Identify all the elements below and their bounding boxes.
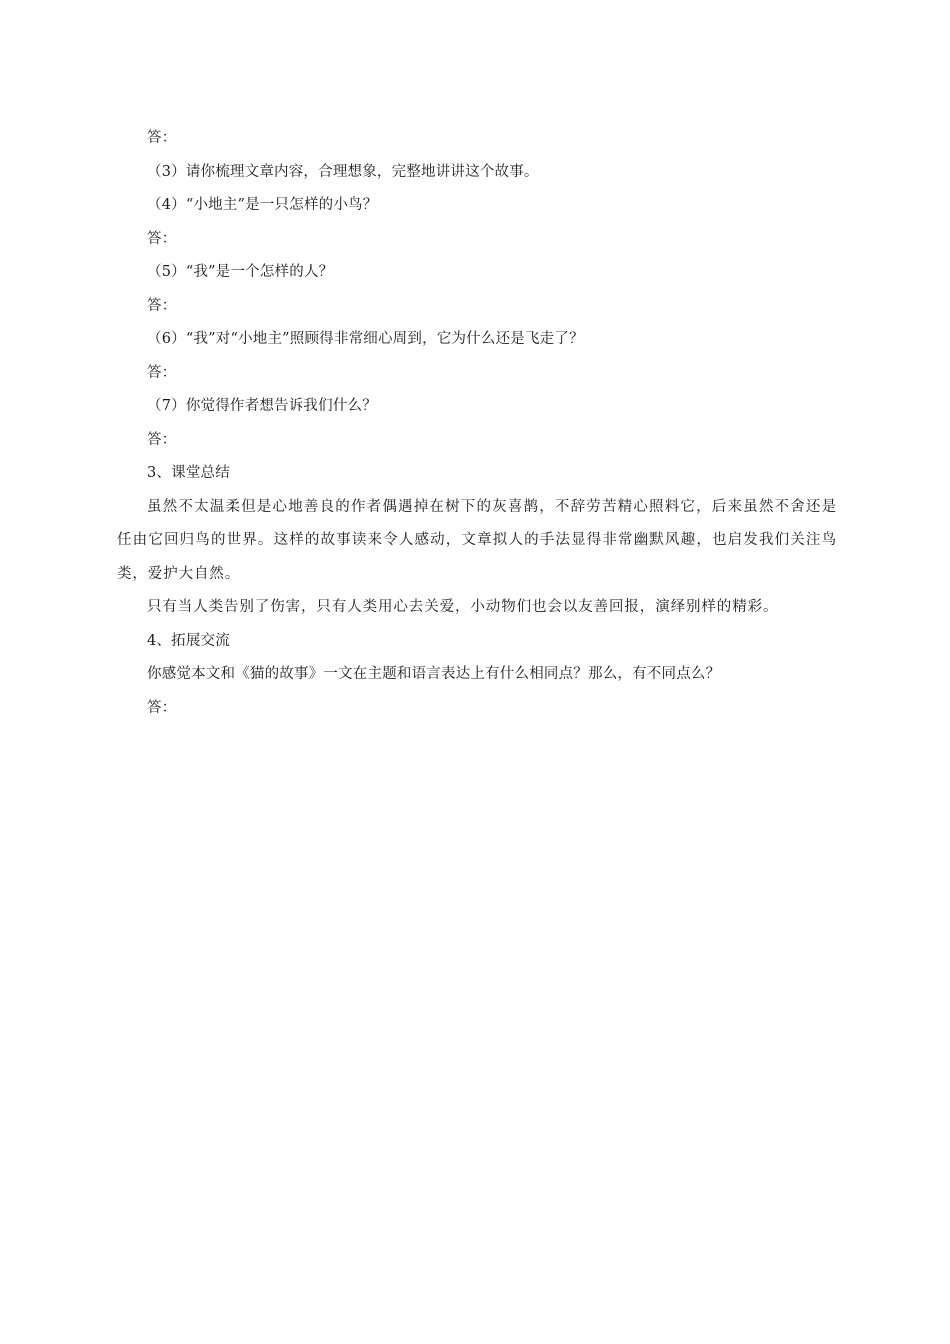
answer-line-6: 答： [147, 364, 177, 381]
answer-line-5: 答： [147, 297, 177, 314]
section-4-answer: 答： [147, 699, 177, 716]
section-4-heading: 4、拓展交流 [147, 632, 230, 649]
closing-paragraph: 只有当人类告别了伤害，只有人类用心去关爱，小动物们也会以友善回报，演绎别样的精彩。 [147, 599, 779, 615]
answer-line-2: 答： [147, 130, 177, 146]
section-4-question: 你感觉本文和《猫的故事》一文在主题和语言表达上有什么相同点？那么，有不同点么？ [147, 666, 721, 682]
question-3: （3）请你梳理文章内容，合理想象，完整地讲讲这个故事。 [147, 163, 539, 180]
question-4: （4）“小地主”是一只怎样的小鸟？ [147, 197, 378, 213]
summary-paragraph: 虽然不太温柔但是心地善良的作者偶遇掉在树下的灰喜鹊，不辞劳苦精心照料它，后来虽然不舍还是任由它回归鸟的世界。这样的故事读来令人感动，文章拟人的手法显得非常幽默风趣，也启发我们关注鸟类，爱护大自然。 [117, 498, 837, 582]
section-3-heading: 3、课堂总结 [147, 465, 230, 481]
question-7: （7）你觉得作者想告诉我们什么？ [147, 398, 377, 414]
question-5: （5）“我”是一个怎样的人？ [147, 264, 334, 280]
document-body [117, 122, 837, 725]
answer-line-7: 答： [147, 431, 177, 448]
question-6: （6）“我”对“小地主”照顾得非常细心周到，它为什么还是飞走了？ [147, 331, 584, 347]
answer-line-4: 答： [147, 230, 177, 247]
